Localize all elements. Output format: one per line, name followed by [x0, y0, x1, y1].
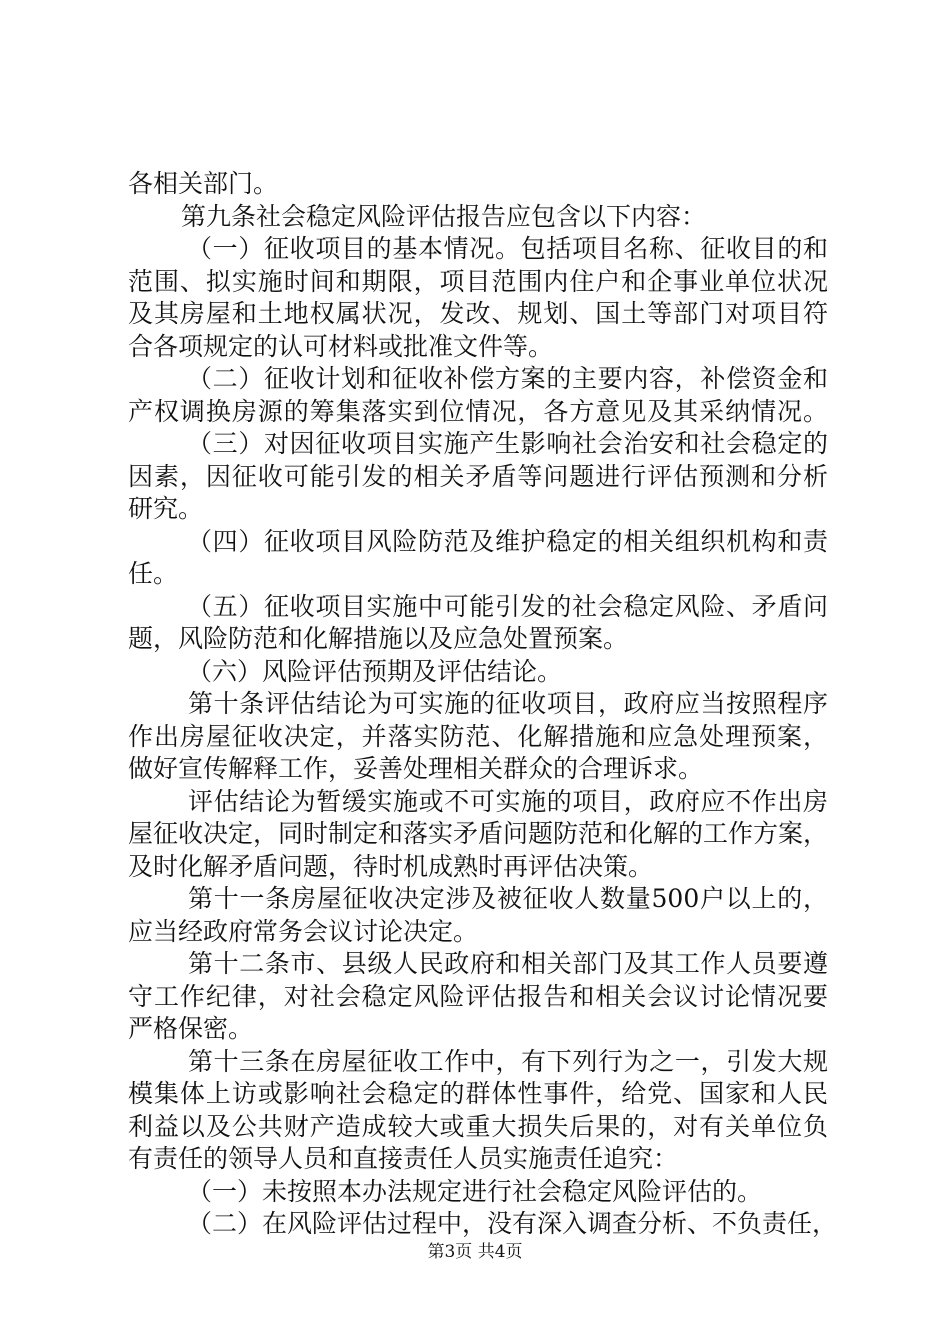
paragraph-line: 应当经政府常务会议讨论决定。 — [128, 916, 479, 946]
page-footer — [0, 1241, 950, 1263]
paragraph-line: 屋征收决定，同时制定和落实矛盾问题防范和化解的工作方案， — [128, 819, 829, 848]
paragraph-line: 因素，因征收可能引发的相关矛盾等问题进行评估预测和分析 — [128, 461, 828, 491]
paragraph-line: （四）征收项目风险防范及维护稳定的相关组织机构和责 — [187, 526, 828, 556]
paragraph-line: 及时化解矛盾问题，待时机成熟时再评估决策。 — [128, 851, 654, 881]
document-body — [128, 168, 838, 1241]
paragraph-line: 产权调换房源的筹集落实到位情况，各方意见及其采纳情况。 — [128, 396, 828, 426]
paragraph-line: （一）未按照本办法规定进行社会稳定风险评估的。 — [187, 1176, 763, 1206]
paragraph-line: 利益以及公共财产造成较大或重大损失后果的，对有关单位负 — [128, 1111, 828, 1141]
paragraph-line: 任。 — [128, 559, 179, 588]
page-number-label: 第3页 共4页 — [427, 1242, 523, 1262]
paragraph-line: （三）对因征收项目实施产生影响社会治安和社会稳定的 — [187, 429, 828, 458]
paragraph-line: 守工作纪律，对社会稳定风险评估报告和相关会议讨论情况要 — [128, 981, 828, 1011]
paragraph-line: 做好宣传解释工作，妥善处理相关群众的合理诉求。 — [128, 754, 704, 783]
paragraph-line: 作出房屋征收决定，并落实防范、化解措施和应急处理预案， — [128, 721, 828, 751]
paragraph-line: （五）征收项目实施中可能引发的社会稳定风险、矛盾问 — [187, 591, 828, 621]
paragraph-line: （一）征收项目的基本情况。包括项目名称、征收目的和 — [187, 234, 828, 263]
paragraph-line: 第十一条房屋征收决定涉及被征收人数量500户以上的， — [188, 884, 828, 913]
paragraph-line: 合各项规定的认可材料或批准文件等。 — [128, 331, 554, 361]
paragraph-line: 范围、拟实施时间和期限，项目范围内住户和企事业单位状况 — [128, 266, 828, 296]
paragraph-line: 及其房屋和土地权属状况，发改、规划、国土等部门对项目符 — [128, 299, 828, 328]
paragraph-line: 严格保密。 — [128, 1014, 254, 1043]
paragraph-line: 有责任的领导人员和直接责任人员实施责任追究： — [128, 1144, 679, 1173]
paragraph-line: 模集体上访或影响社会稳定的群体性事件，给党、国家和人民 — [128, 1079, 828, 1108]
paragraph-line: 第十三条在房屋征收工作中，有下列行为之一，引发大规 — [188, 1046, 828, 1076]
paragraph-line: （二）征收计划和征收补偿方案的主要内容，补偿资金和 — [187, 364, 828, 393]
paragraph-line: 第十二条市、县级人民政府和相关部门及其工作人员要遵 — [188, 949, 828, 978]
paragraph-line: 第十条评估结论为可实施的征收项目，政府应当按照程序 — [188, 689, 828, 718]
paragraph-line: 各相关部门。 — [128, 169, 279, 198]
paragraph-line: 题，风险防范和化解措施以及应急处置预案。 — [128, 624, 629, 653]
paragraph-line: 研究。 — [128, 494, 204, 523]
paragraph-line: （二）在风险评估过程中，没有深入调查分析、不负责任， — [187, 1209, 838, 1238]
paragraph-line: 第九条社会稳定风险评估报告应包含以下内容： — [181, 201, 707, 231]
paragraph-line: 评估结论为暂缓实施或不可实施的项目，政府应不作出房 — [188, 786, 828, 816]
paragraph-line: （六）风险评估预期及评估结论。 — [187, 656, 563, 686]
